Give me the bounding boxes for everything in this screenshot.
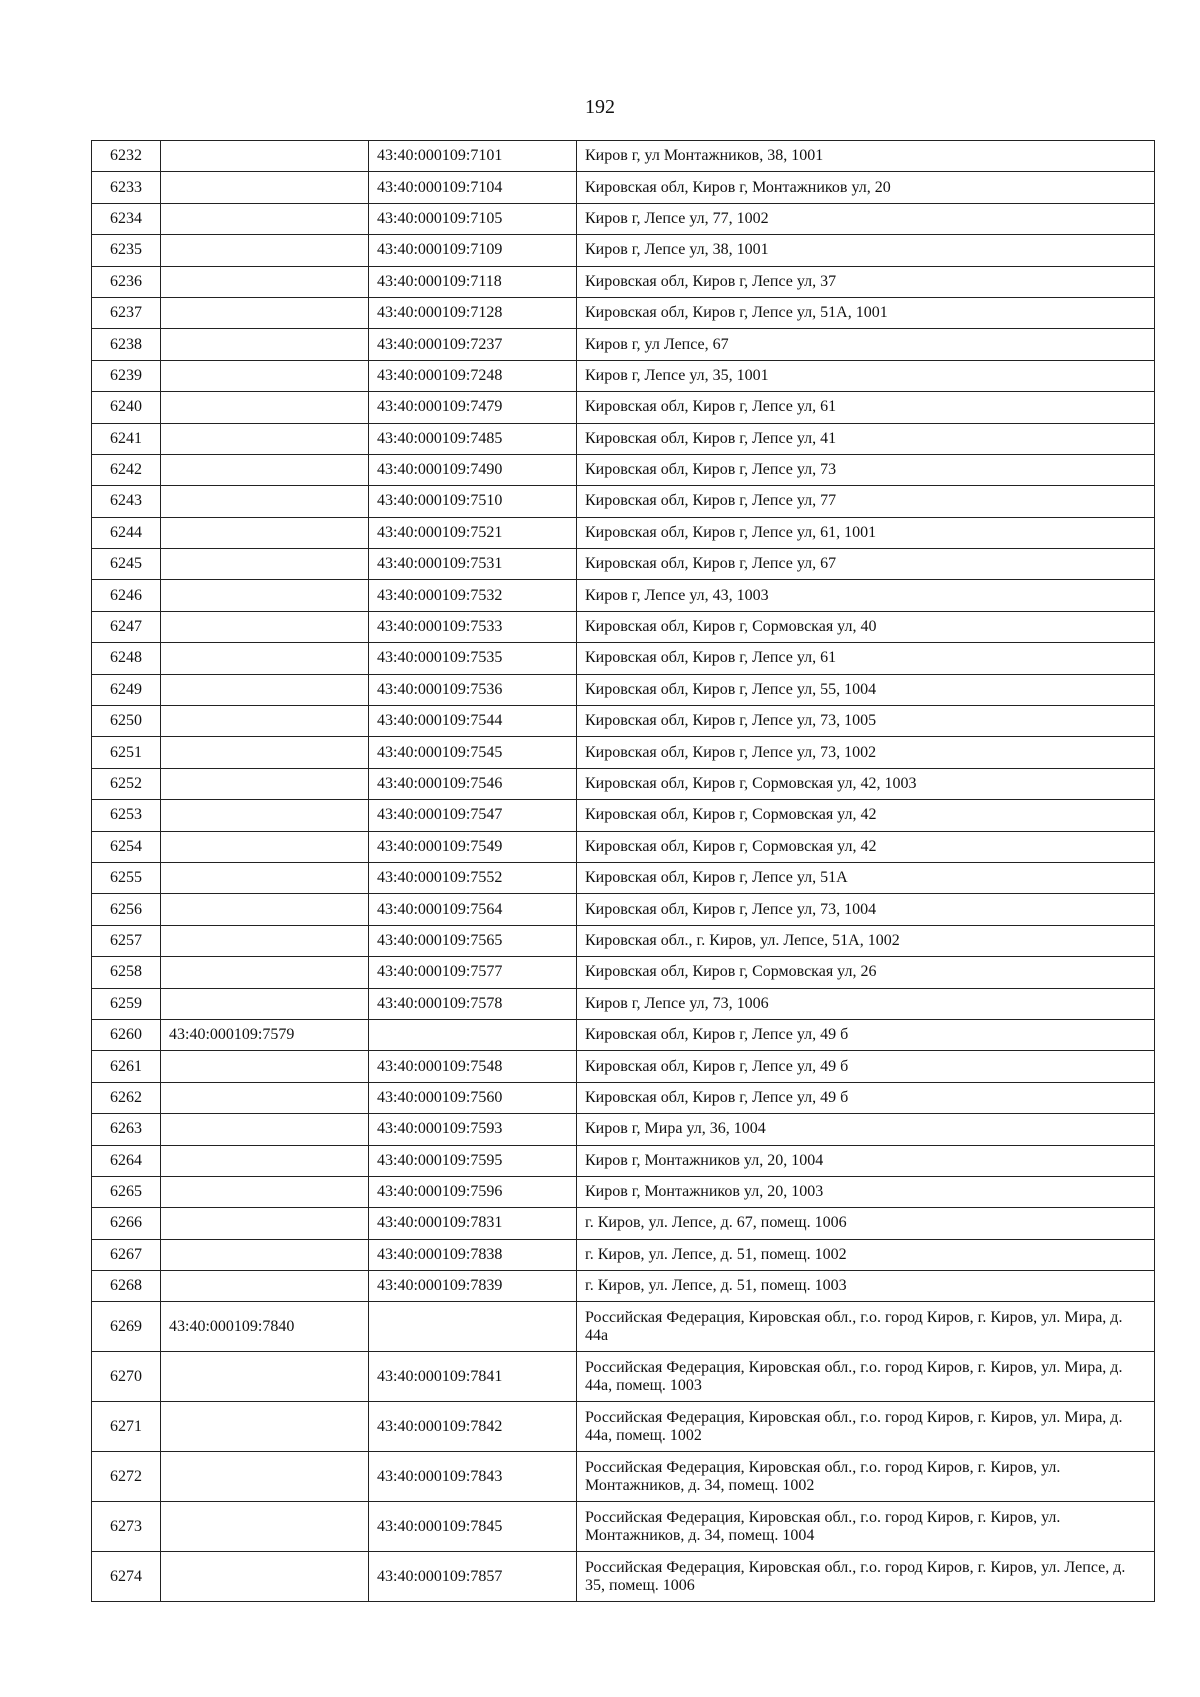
table-row — [92, 329, 1155, 360]
address: Киров г, Лепсе ул, 77, 1002 — [577, 203, 1155, 234]
cadastral-number-secondary: 43:40:000109:7533 — [369, 611, 577, 642]
cadastral-number-primary — [161, 831, 369, 862]
cadastral-number-secondary: 43:40:000109:7838 — [369, 1239, 577, 1270]
cadastral-number-secondary: 43:40:000109:7485 — [369, 423, 577, 454]
table-row — [92, 611, 1155, 642]
cadastral-number-secondary: 43:40:000109:7842 — [369, 1402, 577, 1452]
cadastral-number-primary — [161, 1452, 369, 1502]
row-number: 6272 — [92, 1452, 161, 1502]
row-number: 6239 — [92, 360, 161, 391]
cadastral-number-secondary: 43:40:000109:7101 — [369, 141, 577, 172]
cadastral-number-primary — [161, 549, 369, 580]
row-number: 6240 — [92, 392, 161, 423]
cadastral-number-secondary: 43:40:000109:7547 — [369, 800, 577, 831]
cadastral-number-primary — [161, 1114, 369, 1145]
address: Кировская обл, Киров г, Лепсе ул, 49 б — [577, 1082, 1155, 1113]
row-number: 6254 — [92, 831, 161, 862]
row-number: 6241 — [92, 423, 161, 454]
table-row — [92, 894, 1155, 925]
table-row — [92, 1051, 1155, 1082]
row-number: 6258 — [92, 957, 161, 988]
cadastral-number-secondary: 43:40:000109:7839 — [369, 1271, 577, 1302]
row-number: 6256 — [92, 894, 161, 925]
cadastral-number-primary — [161, 1271, 369, 1302]
table-row — [92, 1019, 1155, 1050]
cadastral-number-secondary: 43:40:000109:7521 — [369, 517, 577, 548]
cadastral-number-secondary: 43:40:000109:7577 — [369, 957, 577, 988]
cadastral-number-primary — [161, 1502, 369, 1552]
row-number: 6253 — [92, 800, 161, 831]
cadastral-number-primary — [161, 1208, 369, 1239]
address: Киров г, Монтажников ул, 20, 1004 — [577, 1145, 1155, 1176]
cadastral-number-secondary: 43:40:000109:7479 — [369, 392, 577, 423]
address: Кировская обл, Киров г, Лепсе ул, 49 б — [577, 1051, 1155, 1082]
cadastral-number-secondary: 43:40:000109:7490 — [369, 454, 577, 485]
row-number: 6236 — [92, 266, 161, 297]
row-number: 6269 — [92, 1302, 161, 1352]
cadastral-number-primary — [161, 235, 369, 266]
cadastral-number-primary — [161, 1051, 369, 1082]
row-number: 6252 — [92, 768, 161, 799]
address: Кировская обл, Киров г, Монтажников ул, 20 — [577, 172, 1155, 203]
address: Российская Федерация, Кировская обл., г.о. город Киров, г. Киров, ул. Монтажников, д. 34, помещ. 1004 — [577, 1502, 1155, 1552]
row-number: 6232 — [92, 141, 161, 172]
address: Киров г, Мира ул, 36, 1004 — [577, 1114, 1155, 1145]
table-row — [92, 674, 1155, 705]
cadastral-number-primary — [161, 957, 369, 988]
row-number: 6263 — [92, 1114, 161, 1145]
address: Кировская обл, Киров г, Сормовская ул, 42 — [577, 831, 1155, 862]
cadastral-number-secondary: 43:40:000109:7532 — [369, 580, 577, 611]
address: Киров г, Лепсе ул, 43, 1003 — [577, 580, 1155, 611]
address: Киров г, Монтажников ул, 20, 1003 — [577, 1176, 1155, 1207]
cadastral-number-secondary: 43:40:000109:7841 — [369, 1352, 577, 1402]
address: Киров г, ул Монтажников, 38, 1001 — [577, 141, 1155, 172]
table-row — [92, 266, 1155, 297]
address: Кировская обл, Киров г, Лепсе ул, 73, 1005 — [577, 706, 1155, 737]
cadastral-number-primary — [161, 611, 369, 642]
address: Российская Федерация, Кировская обл., г.о. город Киров, г. Киров, ул. Лепсе, д. 35, помещ. 1006 — [577, 1552, 1155, 1602]
address: г. Киров, ул. Лепсе, д. 51, помещ. 1003 — [577, 1271, 1155, 1302]
row-number: 6250 — [92, 706, 161, 737]
cadastral-number-secondary: 43:40:000109:7831 — [369, 1208, 577, 1239]
cadastral-number-primary: 43:40:000109:7579 — [161, 1019, 369, 1050]
cadastral-number-secondary: 43:40:000109:7109 — [369, 235, 577, 266]
cadastral-number-secondary — [369, 1302, 577, 1352]
address: Кировская обл, Киров г, Сормовская ул, 26 — [577, 957, 1155, 988]
address: Кировская обл, Киров г, Сормовская ул, 42 — [577, 800, 1155, 831]
row-number: 6260 — [92, 1019, 161, 1050]
cadastral-number-secondary — [369, 1019, 577, 1050]
cadastral-number-secondary: 43:40:000109:7857 — [369, 1552, 577, 1602]
cadastral-number-primary — [161, 706, 369, 737]
table-row — [92, 1176, 1155, 1207]
cadastral-number-primary — [161, 674, 369, 705]
address: Кировская обл, Киров г, Лепсе ул, 73, 1002 — [577, 737, 1155, 768]
row-number: 6242 — [92, 454, 161, 485]
cadastral-number-secondary: 43:40:000109:7578 — [369, 988, 577, 1019]
cadastral-number-secondary: 43:40:000109:7535 — [369, 643, 577, 674]
table-row — [92, 549, 1155, 580]
cadastral-number-primary — [161, 580, 369, 611]
cadastral-number-secondary: 43:40:000109:7128 — [369, 297, 577, 328]
cadastral-number-primary — [161, 517, 369, 548]
registry-table-body — [92, 141, 1155, 1602]
table-row — [92, 235, 1155, 266]
row-number: 6271 — [92, 1402, 161, 1452]
address: Кировская обл, Киров г, Лепсе ул, 51А — [577, 862, 1155, 893]
table-row — [92, 517, 1155, 548]
cadastral-number-primary — [161, 329, 369, 360]
table-row — [92, 454, 1155, 485]
cadastral-number-secondary: 43:40:000109:7510 — [369, 486, 577, 517]
table-row — [92, 800, 1155, 831]
cadastral-number-secondary: 43:40:000109:7565 — [369, 925, 577, 956]
table-row — [92, 486, 1155, 517]
table-row — [92, 1082, 1155, 1113]
row-number: 6262 — [92, 1082, 161, 1113]
cadastral-number-primary — [161, 737, 369, 768]
row-number: 6234 — [92, 203, 161, 234]
cadastral-number-primary — [161, 454, 369, 485]
cadastral-number-secondary: 43:40:000109:7531 — [369, 549, 577, 580]
cadastral-number-secondary: 43:40:000109:7548 — [369, 1051, 577, 1082]
cadastral-number-secondary: 43:40:000109:7845 — [369, 1502, 577, 1552]
cadastral-number-primary — [161, 800, 369, 831]
table-row — [92, 423, 1155, 454]
cadastral-number-primary — [161, 172, 369, 203]
row-number: 6238 — [92, 329, 161, 360]
row-number: 6267 — [92, 1239, 161, 1270]
address: Кировская обл, Киров г, Лепсе ул, 73, 1004 — [577, 894, 1155, 925]
address: Кировская обл, Киров г, Лепсе ул, 77 — [577, 486, 1155, 517]
address: Кировская обл, Киров г, Лепсе ул, 37 — [577, 266, 1155, 297]
cadastral-number-primary — [161, 768, 369, 799]
cadastral-number-secondary: 43:40:000109:7560 — [369, 1082, 577, 1113]
address: Кировская обл, Киров г, Лепсе ул, 73 — [577, 454, 1155, 485]
table-row — [92, 360, 1155, 391]
address: Киров г, Лепсе ул, 73, 1006 — [577, 988, 1155, 1019]
table-row — [92, 768, 1155, 799]
cadastral-number-primary — [161, 1176, 369, 1207]
table-row — [92, 392, 1155, 423]
cadastral-number-primary — [161, 486, 369, 517]
row-number: 6233 — [92, 172, 161, 203]
row-number: 6243 — [92, 486, 161, 517]
address: Кировская обл, Киров г, Лепсе ул, 61 — [577, 392, 1155, 423]
address: Кировская обл, Киров г, Лепсе ул, 61 — [577, 643, 1155, 674]
address: Кировская обл, Киров г, Лепсе ул, 49 б — [577, 1019, 1155, 1050]
cadastral-number-secondary: 43:40:000109:7564 — [369, 894, 577, 925]
table-row — [92, 1352, 1155, 1402]
address: Российская Федерация, Кировская обл., г.о. город Киров, г. Киров, ул. Мира, д. 44а, помещ. 1002 — [577, 1402, 1155, 1452]
row-number: 6237 — [92, 297, 161, 328]
row-number: 6257 — [92, 925, 161, 956]
cadastral-number-secondary: 43:40:000109:7248 — [369, 360, 577, 391]
row-number: 6273 — [92, 1502, 161, 1552]
address: Киров г, ул Лепсе, 67 — [577, 329, 1155, 360]
table-row — [92, 1402, 1155, 1452]
address: Кировская обл, Киров г, Лепсе ул, 51А, 1001 — [577, 297, 1155, 328]
cadastral-number-primary — [161, 297, 369, 328]
table-row — [92, 706, 1155, 737]
address: г. Киров, ул. Лепсе, д. 51, помещ. 1002 — [577, 1239, 1155, 1270]
cadastral-number-primary — [161, 1239, 369, 1270]
row-number: 6249 — [92, 674, 161, 705]
address: Кировская обл., г. Киров, ул. Лепсе, 51А, 1002 — [577, 925, 1155, 956]
registry-table — [91, 140, 1155, 1602]
row-number: 6265 — [92, 1176, 161, 1207]
table-row — [92, 643, 1155, 674]
table-row — [92, 1502, 1155, 1552]
table-row — [92, 925, 1155, 956]
address: Кировская обл, Киров г, Лепсе ул, 55, 1004 — [577, 674, 1155, 705]
address: Киров г, Лепсе ул, 35, 1001 — [577, 360, 1155, 391]
row-number: 6264 — [92, 1145, 161, 1176]
row-number: 6245 — [92, 549, 161, 580]
cadastral-number-primary — [161, 392, 369, 423]
row-number: 6255 — [92, 862, 161, 893]
cadastral-number-primary — [161, 894, 369, 925]
table-row — [92, 862, 1155, 893]
cadastral-number-primary — [161, 360, 369, 391]
table-row — [92, 1302, 1155, 1352]
row-number: 6274 — [92, 1552, 161, 1602]
cadastral-number-primary — [161, 1145, 369, 1176]
cadastral-number-primary — [161, 862, 369, 893]
row-number: 6248 — [92, 643, 161, 674]
table-row — [92, 737, 1155, 768]
cadastral-number-secondary: 43:40:000109:7549 — [369, 831, 577, 862]
address: Кировская обл, Киров г, Сормовская ул, 42, 1003 — [577, 768, 1155, 799]
cadastral-number-secondary: 43:40:000109:7544 — [369, 706, 577, 737]
table-row — [92, 297, 1155, 328]
cadastral-number-secondary: 43:40:000109:7596 — [369, 1176, 577, 1207]
table-row — [92, 1114, 1155, 1145]
row-number: 6247 — [92, 611, 161, 642]
cadastral-number-primary — [161, 925, 369, 956]
address: Кировская обл, Киров г, Сормовская ул, 40 — [577, 611, 1155, 642]
address: г. Киров, ул. Лепсе, д. 67, помещ. 1006 — [577, 1208, 1155, 1239]
address: Российская Федерация, Кировская обл., г.о. город Киров, г. Киров, ул. Монтажников, д. 34, помещ. 1002 — [577, 1452, 1155, 1502]
cadastral-number-secondary: 43:40:000109:7546 — [369, 768, 577, 799]
row-number: 6268 — [92, 1271, 161, 1302]
table-row — [92, 957, 1155, 988]
cadastral-number-primary — [161, 141, 369, 172]
address: Кировская обл, Киров г, Лепсе ул, 61, 1001 — [577, 517, 1155, 548]
row-number: 6251 — [92, 737, 161, 768]
table-row — [92, 1208, 1155, 1239]
cadastral-number-primary — [161, 423, 369, 454]
cadastral-number-secondary: 43:40:000109:7536 — [369, 674, 577, 705]
cadastral-number-primary — [161, 266, 369, 297]
row-number: 6259 — [92, 988, 161, 1019]
cadastral-number-secondary: 43:40:000109:7118 — [369, 266, 577, 297]
page-number: 192 — [585, 96, 615, 118]
cadastral-number-secondary: 43:40:000109:7593 — [369, 1114, 577, 1145]
table-row — [92, 988, 1155, 1019]
cadastral-number-secondary: 43:40:000109:7545 — [369, 737, 577, 768]
row-number: 6246 — [92, 580, 161, 611]
table-row — [92, 1239, 1155, 1270]
row-number: 6244 — [92, 517, 161, 548]
cadastral-number-primary — [161, 643, 369, 674]
cadastral-number-secondary: 43:40:000109:7843 — [369, 1452, 577, 1502]
cadastral-number-primary — [161, 1082, 369, 1113]
cadastral-number-primary: 43:40:000109:7840 — [161, 1302, 369, 1352]
table-row — [92, 1271, 1155, 1302]
table-row — [92, 141, 1155, 172]
table-row — [92, 203, 1155, 234]
cadastral-number-primary — [161, 1352, 369, 1402]
cadastral-number-secondary: 43:40:000109:7104 — [369, 172, 577, 203]
table-row — [92, 1145, 1155, 1176]
cadastral-number-primary — [161, 1402, 369, 1452]
row-number: 6235 — [92, 235, 161, 266]
address: Российская Федерация, Кировская обл., г.о. город Киров, г. Киров, ул. Мира, д. 44а, помещ. 1003 — [577, 1352, 1155, 1402]
cadastral-number-secondary: 43:40:000109:7595 — [369, 1145, 577, 1176]
cadastral-number-secondary: 43:40:000109:7552 — [369, 862, 577, 893]
cadastral-number-primary — [161, 988, 369, 1019]
address: Киров г, Лепсе ул, 38, 1001 — [577, 235, 1155, 266]
address: Российская Федерация, Кировская обл., г.о. город Киров, г. Киров, ул. Мира, д. 44а — [577, 1302, 1155, 1352]
table-row — [92, 580, 1155, 611]
row-number: 6261 — [92, 1051, 161, 1082]
cadastral-number-primary — [161, 203, 369, 234]
row-number: 6270 — [92, 1352, 161, 1402]
address: Кировская обл, Киров г, Лепсе ул, 67 — [577, 549, 1155, 580]
table-row — [92, 1452, 1155, 1502]
cadastral-number-primary — [161, 1552, 369, 1602]
table-row — [92, 1552, 1155, 1602]
table-row — [92, 831, 1155, 862]
cadastral-number-secondary: 43:40:000109:7105 — [369, 203, 577, 234]
address: Кировская обл, Киров г, Лепсе ул, 41 — [577, 423, 1155, 454]
cadastral-number-secondary: 43:40:000109:7237 — [369, 329, 577, 360]
table-row — [92, 172, 1155, 203]
row-number: 6266 — [92, 1208, 161, 1239]
